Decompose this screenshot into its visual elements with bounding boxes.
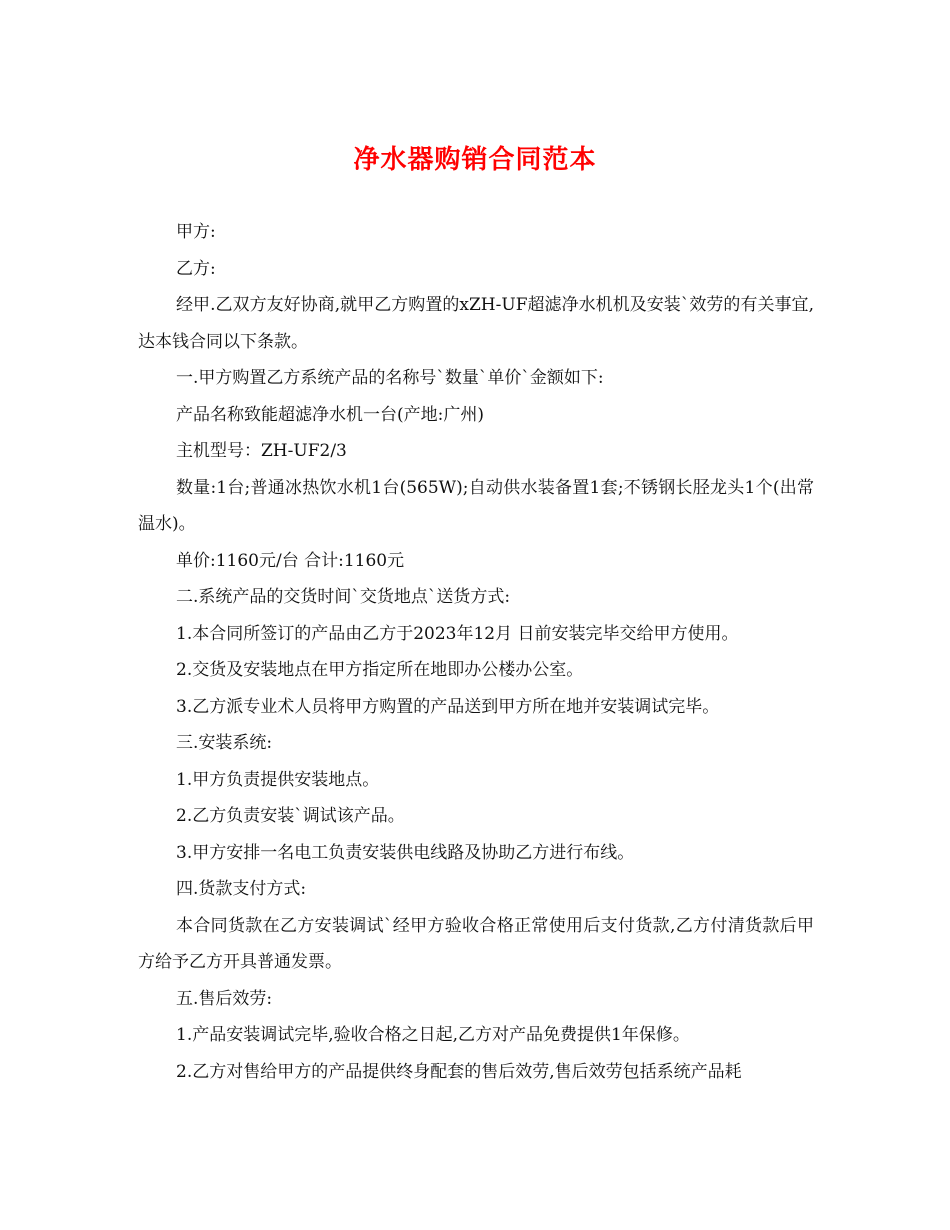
section-4-heading: 四.货款支付方式: (176, 879, 307, 899)
model-line: 主机型号：ZH-UF2/3 (176, 441, 347, 461)
quantity-paragraph: 数量:1台;普通冰热饮水机1台(565W);自动供水装备置1套;不锈钢长胫龙头1个(出常温水)。 (138, 477, 814, 534)
clause-3-3: 3.甲方安排一名电工负责安装供电线路及协助乙方进行布线。 (176, 842, 635, 863)
payment-paragraph: 本合同货款在乙方安装调试`经甲方验收合格正常使用后支付货款,乙方付清货款后甲方给予乙方开具普通发票。 (138, 915, 814, 972)
clause-2-1: 1.本合同所签订的产品由乙方于2023年12月 日前安装完毕交给甲方使用。 (176, 623, 739, 644)
party-a-line: 甲方: (176, 222, 216, 242)
document-body (138, 214, 814, 1090)
section-2-heading: 二.系统产品的交货时间`交货地点`送货方式: (176, 587, 511, 607)
clause-2-3: 3.乙方派专业术人员将甲方购置的产品送到甲方所在地并安装调试完毕。 (176, 696, 720, 717)
price-line: 单价:1160元/台 合计:1160元 (176, 550, 405, 571)
section-1-heading: 一.甲方购置乙方系统产品的名称号`数量`单价`金额如下: (176, 368, 604, 388)
clause-2-2: 2.交货及安装地点在甲方指定所在地即办公楼办公室。 (176, 660, 584, 680)
clause-3-2: 2.乙方负责安装`调试该产品。 (176, 806, 405, 826)
section-3-heading: 三.安装系统: (176, 733, 273, 753)
clause-3-1: 1.甲方负责提供安装地点。 (176, 769, 380, 790)
section-5-heading: 五.售后效劳: (176, 988, 273, 1009)
product-name-line: 产品名称致能超滤净水机一台(产地:广州) (176, 404, 484, 425)
clause-5-2: 2.乙方对售给甲方的产品提供终身配套的售后效劳,售后效劳包括系统产品耗 (176, 1061, 742, 1082)
party-b-line: 乙方: (176, 258, 216, 279)
clause-5-1: 1.产品安装调试完毕,验收合格之日起,乙方对产品免费提供1年保修。 (176, 1025, 690, 1045)
preamble-paragraph: 经甲.乙双方友好协商,就甲乙方购置的xZH-UF超滤净水机机及安装`效劳的有关事宜,达本钱合同以下条款。 (138, 295, 814, 352)
document-title: 净水器购销合同范本 (353, 145, 597, 175)
